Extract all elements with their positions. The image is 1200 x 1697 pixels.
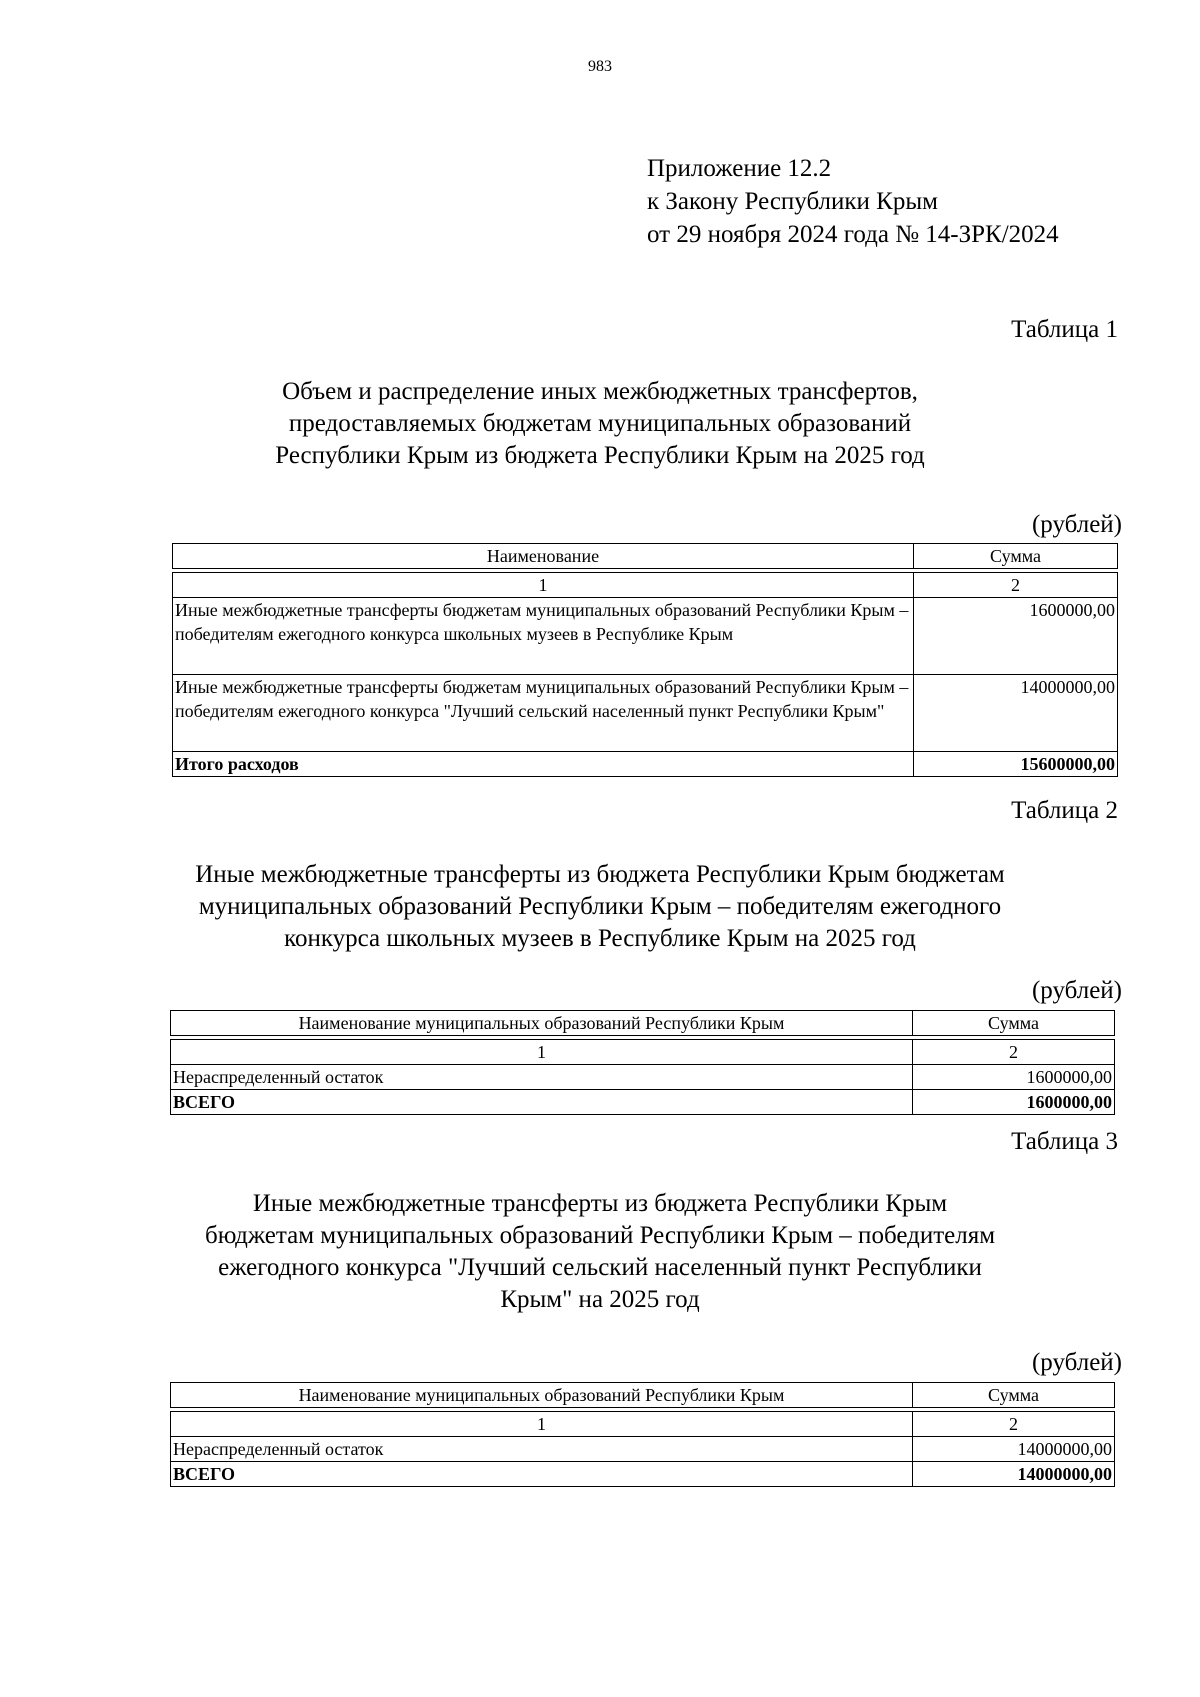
header-sum: Сумма <box>913 1383 1115 1408</box>
table-row <box>171 1437 1115 1462</box>
table2-units: (рублей) <box>1031 977 1122 1004</box>
table1-label: Таблица 1 <box>1011 316 1118 343</box>
table1-units: (рублей) <box>1031 511 1122 538</box>
table3-units: (рублей) <box>1031 1349 1122 1376</box>
table-header-row <box>171 1011 1115 1036</box>
table3-title-line: Крым" на 2025 год <box>500 1286 700 1313</box>
table3-title <box>140 1188 1060 1316</box>
table3-title-line: ежегодного конкурса "Лучший сельский населенный пункт Республики <box>218 1254 982 1281</box>
column-number-row <box>171 1412 1115 1437</box>
table1-title-line: предоставляемых бюджетам муниципальных образований <box>288 410 912 437</box>
row-sum: 1600000,00 <box>914 598 1118 675</box>
column-number-row <box>171 1040 1115 1065</box>
total-sum: 1600000,00 <box>913 1090 1115 1115</box>
page-number: 983 <box>588 58 612 75</box>
column-number: 1 <box>171 1040 913 1065</box>
header-sum: Сумма <box>913 1011 1115 1036</box>
table2-label: Таблица 2 <box>1011 797 1118 824</box>
header-name: Наименование муниципальных образований Республики Крым <box>171 1383 913 1408</box>
total-label: ВСЕГО <box>171 1462 913 1487</box>
table1-title-line: Республики Крым из бюджета Республики Крым на 2025 год <box>275 442 925 469</box>
appendix-line-1: Приложение 12.2 <box>647 155 832 182</box>
column-number: 1 <box>173 573 914 598</box>
column-number-row <box>173 573 1118 598</box>
table2-title-line: муниципальных образований Республики Крым – победителям ежегодного <box>198 893 1002 920</box>
table-row <box>171 1065 1115 1090</box>
header-sum: Сумма <box>914 544 1118 569</box>
column-number: 2 <box>913 1040 1115 1065</box>
table3 <box>170 1382 1115 1487</box>
column-number: 2 <box>914 573 1118 598</box>
row-name: Иные межбюджетные трансферты бюджетам муниципальных образований Республики Крым – победителям ежегодного конкурса "Лучший сельский населенный пункт Республики Крым" <box>173 675 914 752</box>
table2-title-line: конкурса школьных музеев в Республике Крым на 2025 год <box>284 925 916 952</box>
table-header-row <box>173 544 1118 569</box>
table1 <box>172 543 1118 777</box>
table3-label: Таблица 3 <box>1011 1128 1118 1155</box>
table3-title-line: Иные межбюджетные трансферты из бюджета Республики Крым <box>252 1190 948 1217</box>
header-name: Наименование муниципальных образований Республики Крым <box>171 1011 913 1036</box>
row-name: Иные межбюджетные трансферты бюджетам муниципальных образований Республики Крым – победителям ежегодного конкурса школьных музеев в Республике Крым <box>173 598 914 675</box>
column-number: 1 <box>171 1412 913 1437</box>
row-sum: 14000000,00 <box>914 675 1118 752</box>
table2-title <box>140 859 1060 955</box>
row-name: Нераспределенный остаток <box>171 1065 913 1090</box>
table2-title-line: Иные межбюджетные трансферты из бюджета Республики Крым бюджетам <box>195 861 1005 888</box>
total-label: ВСЕГО <box>171 1090 913 1115</box>
table2 <box>170 1010 1115 1115</box>
row-sum: 1600000,00 <box>913 1065 1115 1090</box>
table-row <box>173 675 1118 752</box>
header-name: Наименование <box>173 544 914 569</box>
total-sum: 15600000,00 <box>914 752 1118 777</box>
total-row <box>171 1462 1115 1487</box>
table-row <box>173 598 1118 675</box>
total-row <box>171 1090 1115 1115</box>
total-label: Итого расходов <box>173 752 914 777</box>
table3-title-line: бюджетам муниципальных образований Республики Крым – победителям <box>204 1222 996 1249</box>
total-sum: 14000000,00 <box>913 1462 1115 1487</box>
table-header-row <box>171 1383 1115 1408</box>
column-number: 2 <box>913 1412 1115 1437</box>
table1-title <box>140 376 1060 472</box>
row-name: Нераспределенный остаток <box>171 1437 913 1462</box>
appendix-header <box>647 152 1059 251</box>
total-row <box>173 752 1118 777</box>
table1-title-line: Объем и распределение иных межбюджетных трансфертов, <box>282 378 918 405</box>
row-sum: 14000000,00 <box>913 1437 1115 1462</box>
appendix-line-2: к Закону Республики Крым <box>647 188 938 215</box>
appendix-line-3: от 29 ноября 2024 года № 14-ЗРК/2024 <box>647 221 1059 248</box>
